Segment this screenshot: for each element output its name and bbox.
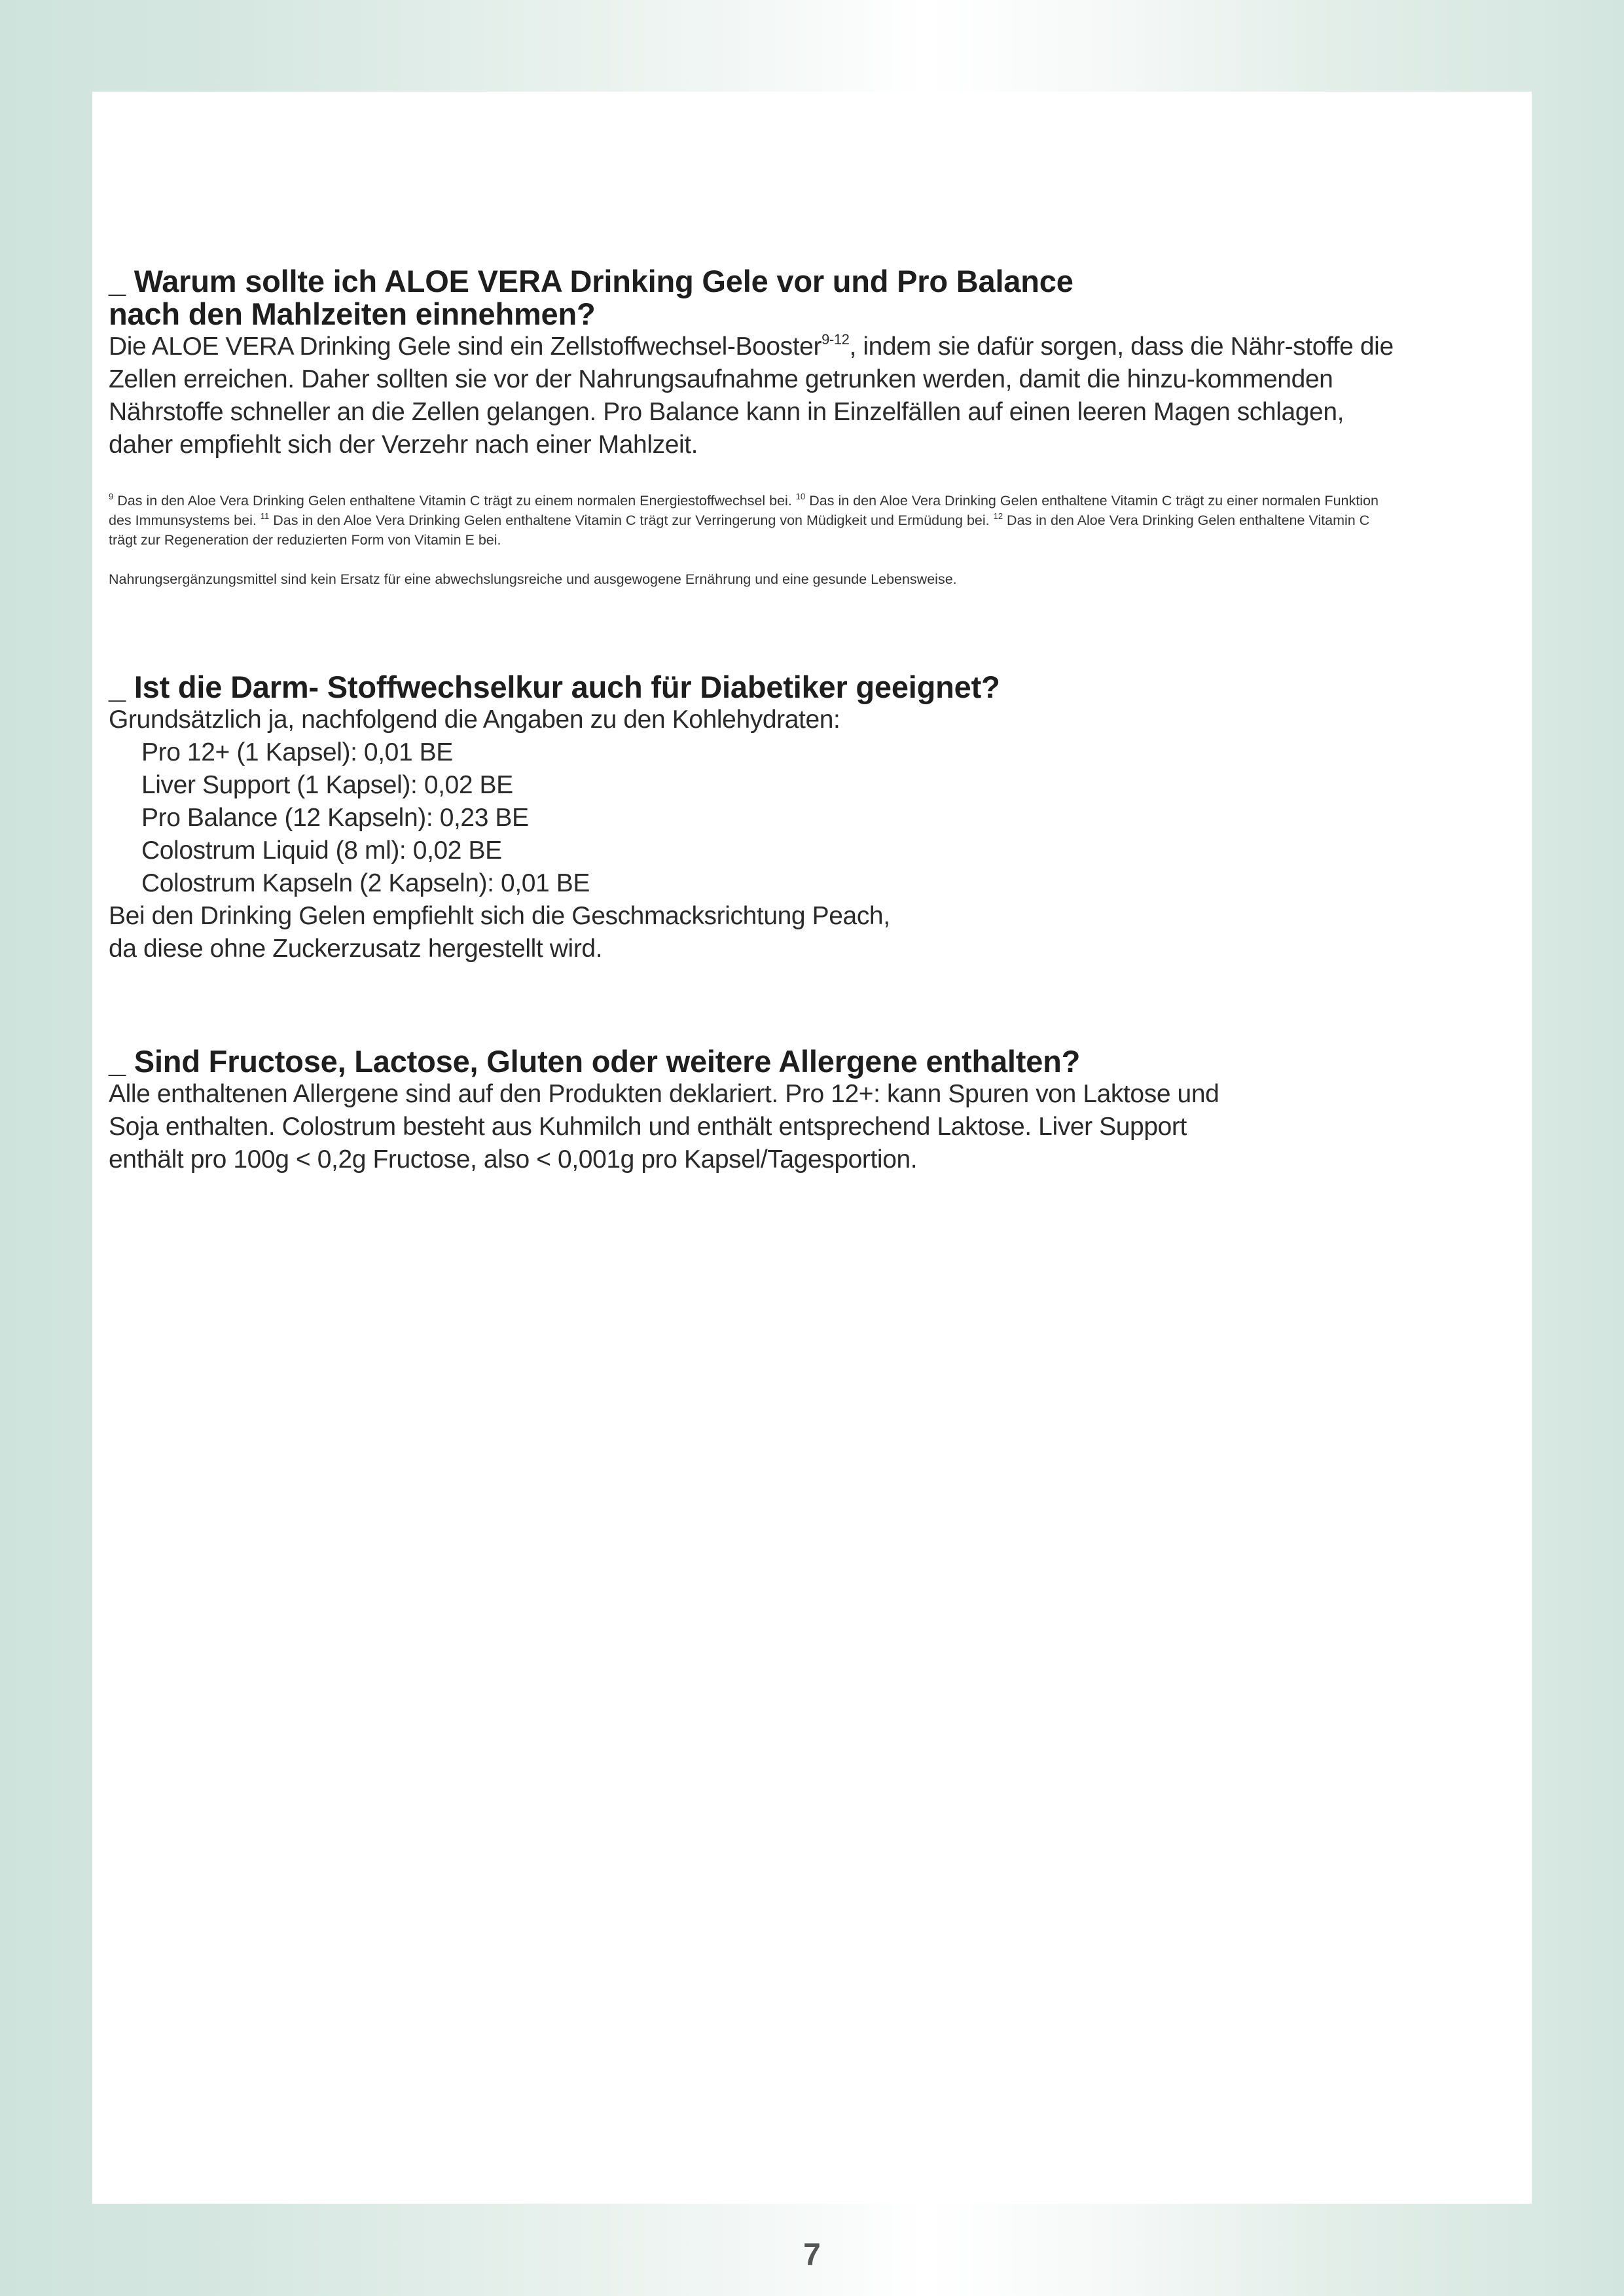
carb-list-item: Pro 12+ (1 Kapsel): 0,01 BE xyxy=(141,738,453,766)
supplement-disclaimer: Nahrungsergänzungsmittel sind kein Ersatz für eine abwechslungsreiche und ausgewogene Ernährung und eine gesunde Lebensweise. xyxy=(109,571,957,587)
section-body-line-2: Soja enthalten. Colostrum besteht aus Kuhmilch und enthält entsprechend Laktose. Liver Support xyxy=(109,1113,1187,1141)
carb-list-item: Pro Balance (12 Kapseln): 0,23 BE xyxy=(141,804,529,832)
section-heading: _ Ist die Darm- Stoffwechselkur auch für Diabetiker geeignet? xyxy=(109,670,1000,704)
faq-section-diabetics xyxy=(109,671,1470,965)
footnote-text: Das in den Aloe Vera Drinking Gelen enthaltene Vitamin C trägt zur Regeneration der reduzierten Form von Vitamin E bei. xyxy=(109,512,1370,548)
carb-list-item: Liver Support (1 Kapsel): 0,02 BE xyxy=(141,771,513,799)
footnote-text: Das in den Aloe Vera Drinking Gelen enthaltene Vitamin C trägt zu einem normalen Energiestoffwechsel bei. xyxy=(113,493,796,509)
footnote-number: 10 xyxy=(795,492,806,501)
heading-line-1: _ Warum sollte ich ALOE VERA Drinking Gele vor und Pro Balance xyxy=(109,264,1074,298)
faq-section-drinking-gel-timing xyxy=(109,265,1470,589)
section-outro-line-1: Bei den Drinking Gelen empfiehlt sich die Geschmacksrichtung Peach, xyxy=(109,902,890,930)
section-body xyxy=(109,331,1405,461)
footnote-number: 9 xyxy=(109,492,114,501)
footnote-text: Das in den Aloe Vera Drinking Gelen enthaltene Vitamin C trägt zur Verringerung von Müdigkeit und Ermüdung bei. xyxy=(269,512,994,528)
footnote-reference: 9-12 xyxy=(821,331,850,348)
page-content xyxy=(109,265,1470,1176)
body-text-part-1: Die ALOE VERA Drinking Gele sind ein Zellstoffwechsel-Booster xyxy=(109,332,822,361)
carb-list-item: Colostrum Kapseln (2 Kapseln): 0,01 BE xyxy=(141,869,590,897)
section-heading: _ Sind Fructose, Lactose, Gluten oder weitere Allergene enthalten? xyxy=(109,1044,1081,1079)
heading-line-2: nach den Mahlzeiten einnehmen? xyxy=(109,296,596,331)
body-text-part-2: , indem sie dafür sorgen, dass die Nähr-stoffe die Zellen erreichen. Daher sollten sie vor der Nahrungsaufnahme getrunken werden, damit die hinzu-kommenden Nährstoffe schneller an die Zellen gelangen. Pro Balance kann in Einzelfällen auf einen leeren Magen schlagen, daher empfiehlt sich der Verzehr nach einer Mahlzeit. xyxy=(109,332,1394,459)
footnote-number: 11 xyxy=(260,511,270,521)
section-intro: Grundsätzlich ja, nachfolgend die Angaben zu den Kohlehydraten: xyxy=(109,706,840,734)
carb-list-item: Colostrum Liquid (8 ml): 0,02 BE xyxy=(141,836,502,865)
section-outro-line-2: da diese ohne Zuckerzusatz hergestellt wird. xyxy=(109,935,603,963)
section-body-line-3: enthält pro 100g < 0,2g Fructose, also < 0,001g pro Kapsel/Tagesportion. xyxy=(109,1145,918,1174)
faq-section-allergens xyxy=(109,1045,1470,1176)
page-number: 7 xyxy=(803,2238,821,2272)
section-heading xyxy=(109,265,1470,331)
section-body-line-1: Alle enthaltenen Allergene sind auf den Produkten deklariert. Pro 12+: kann Spuren von Laktose und xyxy=(109,1080,1219,1108)
footnote-number: 12 xyxy=(993,511,1003,521)
footnotes xyxy=(109,491,1392,550)
footnote-text: Das in den Aloe Vera Drinking Gelen enthaltene Vitamin C trägt zu einer normalen Funktion des Immunsystems bei. xyxy=(109,493,1379,528)
